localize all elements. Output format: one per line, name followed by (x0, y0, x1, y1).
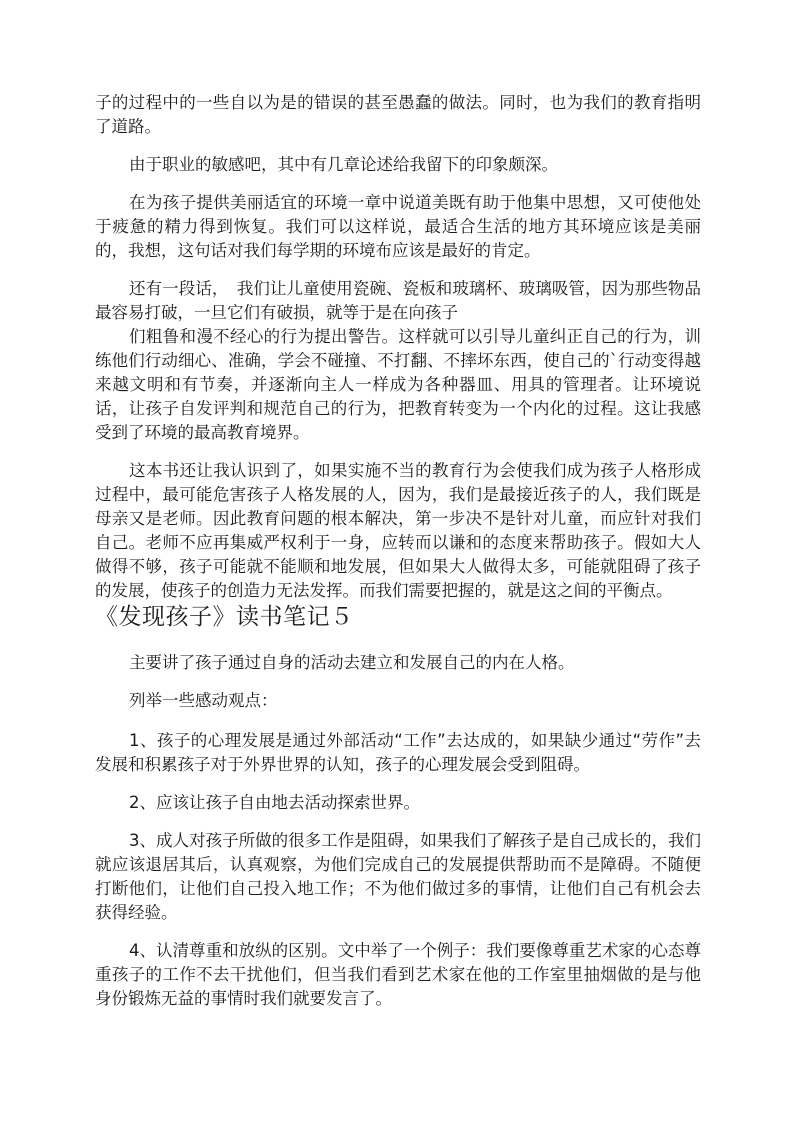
paragraph-fragile-items: 还有一段话， 我们让儿童使用瓷碗、瓷板和玻璃杯、玻璃吸管，因为那些物品最容易打破，一旦它们有破损，就等于是在向孩子 (95, 279, 701, 322)
list-item-1: 1、孩子的心理发展是通过外部活动“工作”去达成的，如果缺少通过“劳作”去发展和积累孩子对于外界世界的认知，孩子的心理发展会受到阻碍。 (95, 731, 701, 774)
list-item-2: 2、应该让孩子自由地去活动探索世界。 (129, 793, 420, 812)
paragraph-continuation: 子的过程中的一些自以为是的错误的甚至愚蠢的做法。同时，也为我们的教育指明了道路。 (95, 93, 701, 136)
paragraph-adult-role: 这本书还让我认识到了，如果实施不当的教育行为会使我们成为孩子人格形成过程中，最可能危害孩子人格发展的人，因为，我们是最接近孩子的人，我们既是母亲又是老师。因此教育问题的根本解决，第一步决不是针对儿童，而应针对我们自己。老师不应再集威严权利于一身，应转而以谦和的态度来帮助孩子。假如大人做得不够，孩子可能就不能顺和地发展，但如果大人做得太多，可能就阻碍了孩子的发展，使孩子的创造力无法发挥。而我们需要把握的，就是这之间的平衡点。 (95, 461, 701, 600)
paragraph-summary: 主要讲了孩子通过自身的活动去建立和发展自己的内在人格。 (129, 653, 575, 672)
list-item-3: 3、成人对孩子所做的很多工作是阻碍，如果我们了解孩子是自己成长的，我们就应该退居其后，认真观察，为他们完成自己的发展提供帮助而不是障碍。不随便打断他们，让他们自己投入地工作；不为他们做过多的事情，让他们自己有机会去获得经验。 (95, 831, 701, 922)
paragraph-environment: 在为孩子提供美丽适宜的环境一章中说道美既有助于他集中思想，又可使他处于疲惫的精力得到恢复。我们可以这样说，最适合生活的地方其环境应该是美丽的，我想，这句话对我们每学期的环境布应该是最好的肯定。 (95, 193, 701, 260)
list-item-4: 4、认清尊重和放纵的区别。文中举了一个例子：我们要像尊重艺术家的心态尊重孩子的工作不去干扰他们，但当我们看到艺术家在他的工作室里抽烟做的是与他身份锻炼无益的事情时我们就要发言了。 (95, 941, 701, 1008)
paragraph-impression: 由于职业的敏感吧，其中有几章论述给我留下的印象颇深。 (129, 155, 558, 174)
paragraph-list-intro: 列举一些感动观点： (129, 691, 278, 710)
paragraph-warning: 们粗鲁和漫不经心的行为提出警告。这样就可以引导儿童纠正自己的行为，训练他们行动细心、准确，学会不碰撞、不打翻、不摔坏东西，使自己的`行动变得越来越文明和有节奏，并逐渐向主人一样成为各种器皿、用具的管理者。让环境说话，让孩子自发评判和规范自己的行为，把教育转变为一个内化的过程。这让我感受到了环境的最高教育境界。 (95, 327, 701, 442)
section-heading: 《发现孩子》读书笔记５ (95, 604, 354, 630)
